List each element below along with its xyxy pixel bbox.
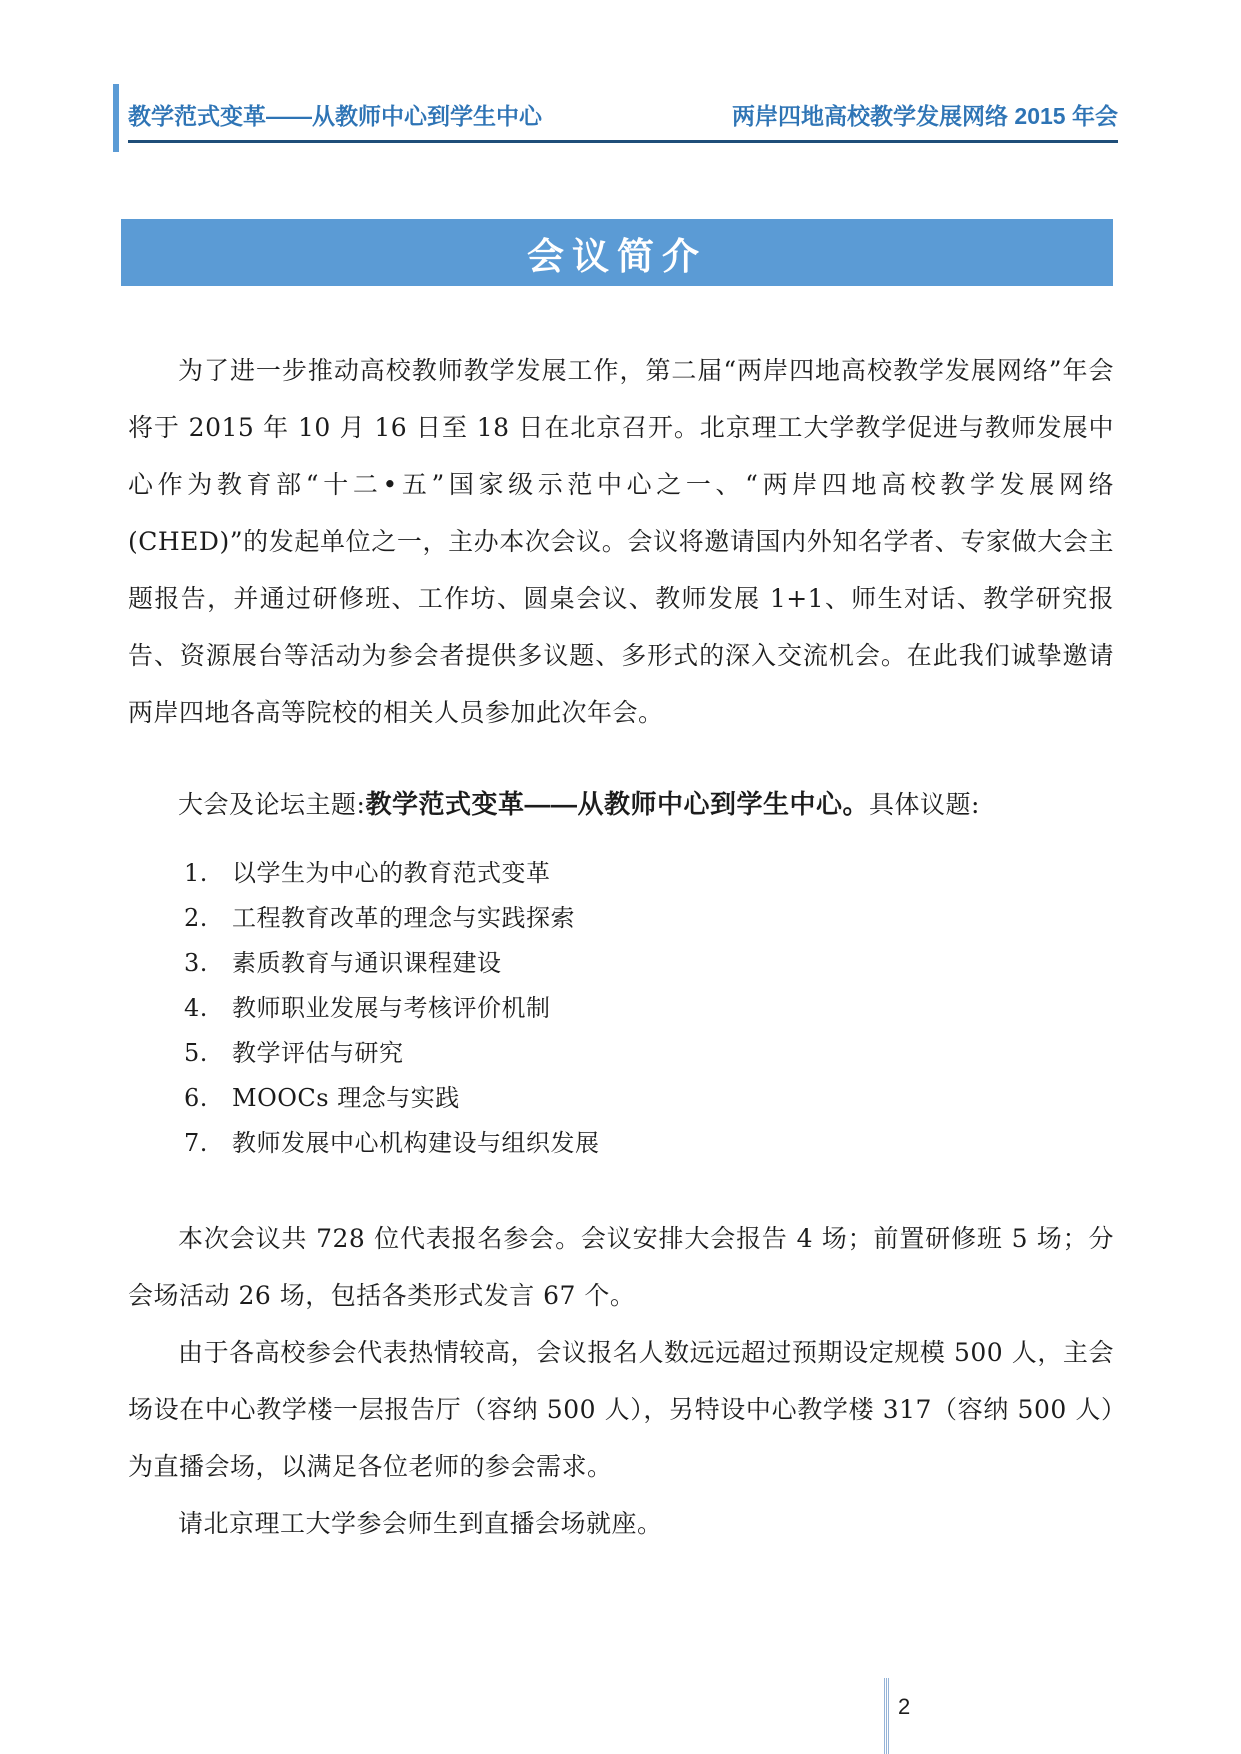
topic-item: 2. 工程教育改革的理念与实践探索 [216, 904, 1114, 932]
topic-item: 7. 教师发展中心机构建设与组织发展 [216, 1129, 1114, 1157]
theme-title: 教学范式变革——从教师中心到学生中心。 [365, 789, 869, 819]
topic-item: 4. 教师职业发展与考核评价机制 [216, 994, 1114, 1022]
page-header [128, 98, 1118, 143]
footer-divider [884, 1678, 889, 1754]
theme-suffix: 具体议题: [868, 790, 980, 819]
theme-prefix: 大会及论坛主题: [178, 790, 366, 819]
section-banner-title: 会议简介 [527, 235, 707, 277]
stats-paragraph: 本次会议共 728 位代表报名参会。会议安排大会报告 4 场；前置研修班 5 场；分会场活动 26 场，包括各类形式发言 67 个。 [128, 1224, 1114, 1310]
topic-list [128, 859, 1114, 1157]
topic-item: 6. MOOCs 理念与实践 [216, 1084, 1114, 1112]
topic-item: 1. 以学生为中心的教育范式变革 [216, 859, 1114, 887]
document-body [128, 342, 1114, 1552]
note-paragraph: 请北京理工大学参会师生到直播会场就座。 [178, 1509, 663, 1538]
header-left-title: 教学范式变革——从教师中心到学生中心 [128, 103, 542, 129]
intro-paragraph: 为了进一步推动高校教师教学发展工作，第二届“两岸四地高校教学发展网络”年会将于 2015 年 10 月 16 日至 18 日在北京召开。北京理工大学教学促进与教师发展中心作为教育部“十二•五”国家级示范中心之一、“两岸四地高校教学发展网络(CHED)”的发起单位之一，主办本次会议。会议将邀请国内外知名学者、专家做大会主题报告，并通过研修班、工作坊、圆桌会议、教师发展 1+1、师生对话、教学研究报告、资源展台等活动为参会者提供多议题、多形式的深入交流机会。在此我们诚挚邀请两岸四地各高等院校的相关人员参加此次年会。 [128, 356, 1114, 727]
topic-item: 3. 素质教育与通识课程建设 [216, 949, 1114, 977]
section-banner [121, 219, 1113, 286]
header-right-title: 两岸四地高校教学发展网络 2015 年会 [732, 103, 1118, 129]
header-accent-bar [113, 84, 119, 152]
theme-line [128, 776, 1114, 833]
page-number: 2 [898, 1694, 911, 1719]
venue-paragraph: 由于各高校参会代表热情较高，会议报名人数远远超过预期设定规模 500 人，主会场设在中心教学楼一层报告厅（容纳 500 人），另特设中心教学楼 317（容纳 500 人）为直播会场，以满足各位老师的参会需求。 [128, 1338, 1114, 1481]
topic-item: 5. 教学评估与研究 [216, 1039, 1114, 1067]
